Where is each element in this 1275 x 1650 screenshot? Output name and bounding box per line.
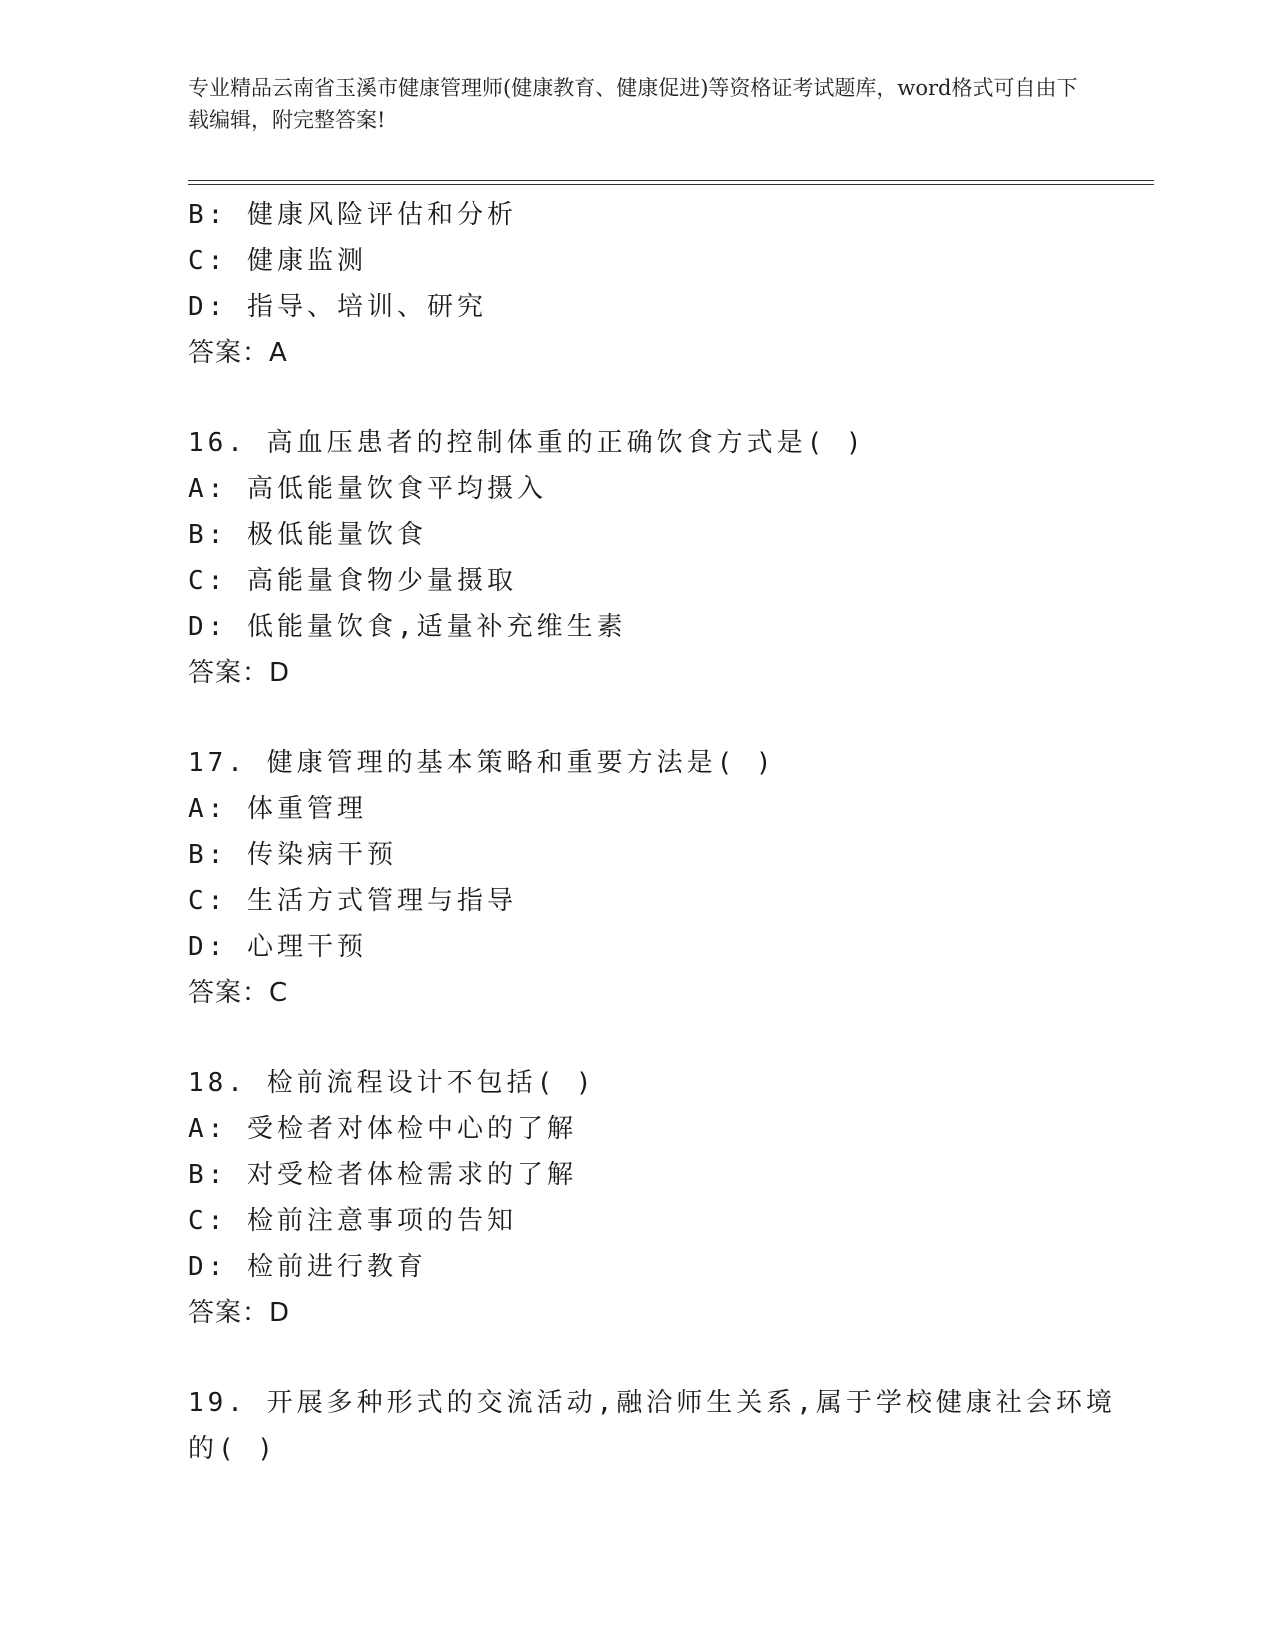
answer-label: 答案：C bbox=[188, 978, 289, 1008]
option-a: A: 受检者对体检中心的了解 bbox=[188, 1114, 577, 1144]
option-d: D: 心理干预 bbox=[188, 932, 367, 962]
answer-label: 答案：D bbox=[188, 1298, 291, 1328]
answer-label: 答案：D bbox=[188, 658, 291, 688]
option-c: C: 高能量食物少量摄取 bbox=[188, 566, 517, 596]
question-18 bbox=[188, 1060, 1088, 1336]
question-stem-line-1: 19. 开展多种形式的交流活动,融洽师生关系,属于学校健康社会环境 bbox=[188, 1388, 1116, 1418]
question-stem: 18. 检前流程设计不包括( ) bbox=[188, 1068, 596, 1098]
question-stem-line-2: 的( ) bbox=[188, 1434, 277, 1464]
option-b: B: 健康风险评估和分析 bbox=[188, 200, 517, 230]
option-d: D: 检前进行教育 bbox=[188, 1252, 427, 1282]
option-d: D: 低能量饮食,适量补充维生素 bbox=[188, 612, 627, 642]
option-b: B: 传染病干预 bbox=[188, 840, 397, 870]
option-b: B: 对受检者体检需求的了解 bbox=[188, 1160, 577, 1190]
document-header bbox=[188, 72, 1088, 136]
option-c: C: 检前注意事项的告知 bbox=[188, 1206, 517, 1236]
option-c: C: 生活方式管理与指导 bbox=[188, 886, 517, 916]
question-17 bbox=[188, 740, 1088, 1016]
question-15-tail bbox=[188, 192, 1088, 376]
header-intro-text: 专业精品云南省玉溪市健康管理师(健康教育、健康促进)等资格证考试题库，word格式可自由下载编辑，附完整答案! bbox=[188, 76, 1078, 132]
question-19 bbox=[188, 1380, 1116, 1472]
header-divider-bottom bbox=[188, 184, 1154, 185]
question-stem: 16. 高血压患者的控制体重的正确饮食方式是( ) bbox=[188, 428, 866, 458]
option-b: B: 极低能量饮食 bbox=[188, 520, 427, 550]
answer-label: 答案：A bbox=[188, 338, 288, 368]
option-d: D: 指导、培训、研究 bbox=[188, 292, 487, 322]
question-16 bbox=[188, 420, 1088, 696]
option-c: C: 健康监测 bbox=[188, 246, 367, 276]
question-list bbox=[188, 192, 1116, 1472]
question-stem: 17. 健康管理的基本策略和重要方法是( ) bbox=[188, 748, 776, 778]
option-a: A: 高低能量饮食平均摄入 bbox=[188, 474, 547, 504]
option-a: A: 体重管理 bbox=[188, 794, 367, 824]
header-divider-top bbox=[188, 180, 1154, 181]
